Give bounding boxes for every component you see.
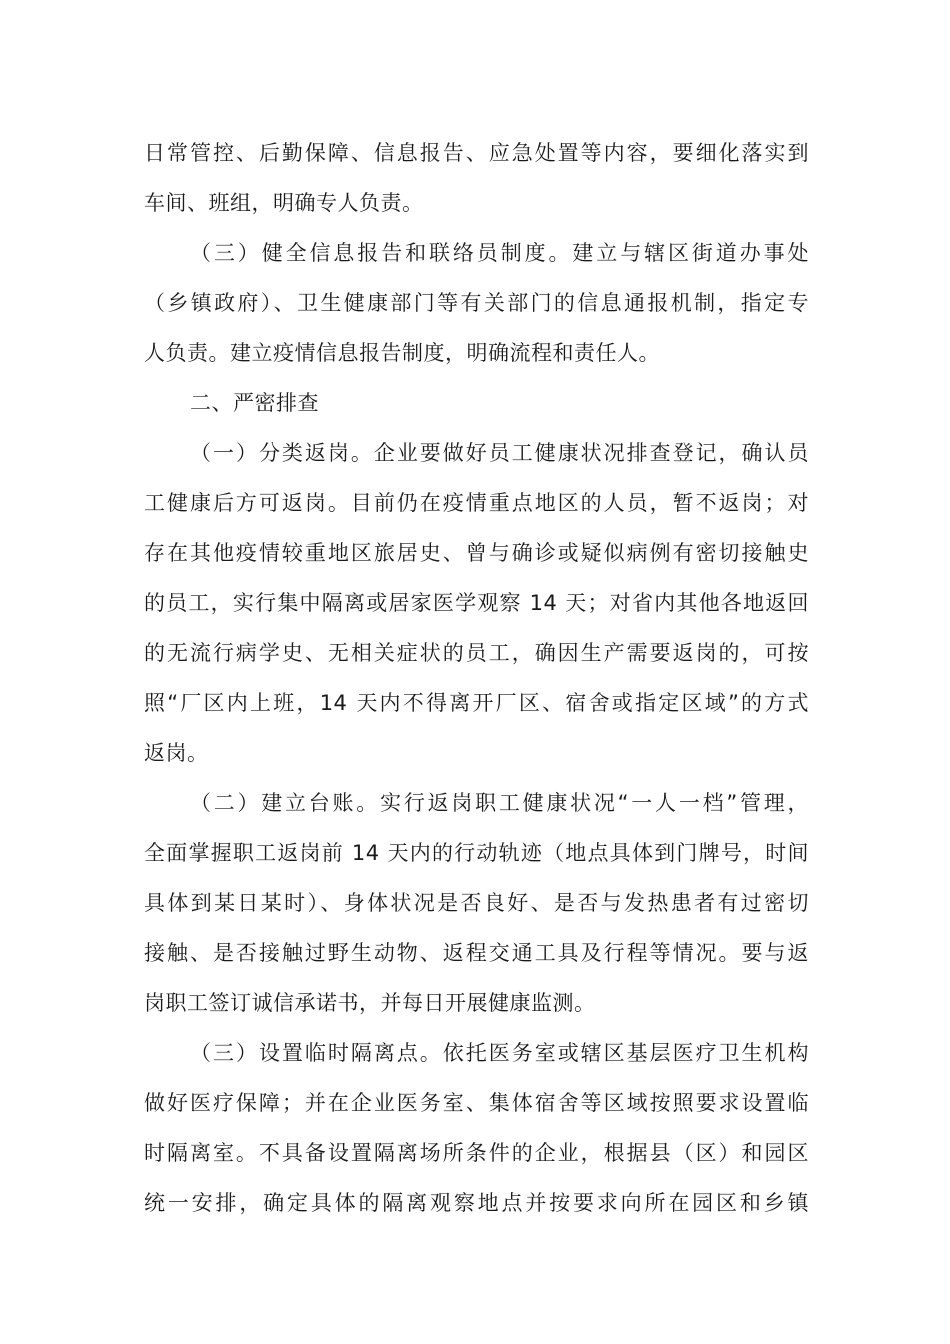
paragraph-info-reporting [144, 228, 809, 378]
text-line: （一）分类返岗。企业要做好员工健康状况排查登记，确认员 [190, 441, 809, 465]
paragraph-continuation [144, 128, 809, 228]
text-line: 存在其他疫情较重地区旅居史、曾与确诊或疑似病例有密切接触史 [144, 541, 809, 565]
paragraph-classified-return [144, 428, 809, 778]
text-line: （三）设置临时隔离点。依托医务室或辖区基层医疗卫生机构 [190, 1041, 809, 1065]
section-heading [144, 378, 809, 428]
section-heading-text: 二、严密排查 [190, 391, 319, 415]
text-line: 工健康后方可返岗。目前仍在疫情重点地区的人员，暂不返岗；对 [144, 491, 809, 515]
text-line: 时隔离室。不具备设置隔离场所条件的企业，根据县（区）和园区 [144, 1141, 809, 1165]
paragraph-isolation-point [144, 1028, 809, 1228]
text-line: （二）建立台账。实行返岗职工健康状况“一人一档”管理， [190, 791, 809, 815]
text-line: 日常管控、后勤保障、信息报告、应急处置等内容，要细化落实到 [144, 141, 809, 165]
text-line: 做好医疗保障；并在企业医务室、集体宿舍等区域按照要求设置临 [144, 1091, 809, 1115]
text-line: 人负责。建立疫情信息报告制度，明确流程和责任人。 [144, 341, 660, 365]
paragraph-ledger [144, 778, 809, 1028]
text-line: 车间、班组，明确专人负责。 [144, 191, 424, 215]
text-line: 全面掌握职工返岗前 14 天内的行动轨迹（地点具体到门牌号，时间 [144, 841, 809, 865]
text-line: （乡镇政府）、卫生健康部门等有关部门的信息通报机制，指定专 [144, 291, 809, 315]
document-body [144, 128, 809, 1228]
text-line: 的无流行病学史、无相关症状的员工，确因生产需要返岗的，可按 [144, 641, 809, 665]
text-line: 统一安排，确定具体的隔离观察地点并按要求向所在园区和乡镇 [144, 1191, 809, 1215]
text-line: 照“厂区内上班，14 天内不得离开厂区、宿舍或指定区域”的方式 [144, 691, 809, 715]
text-line: 接触、是否接触过野生动物、返程交通工具及行程等情况。要与返 [144, 941, 809, 965]
text-line: 的员工，实行集中隔离或居家医学观察 14 天；对省内其他各地返回 [144, 591, 809, 615]
text-line: 具体到某日某时）、身体状况是否良好、是否与发热患者有过密切 [144, 891, 809, 915]
text-line: 岗职工签订诚信承诺书，并每日开展健康监测。 [144, 991, 596, 1015]
text-line: （三）健全信息报告和联络员制度。建立与辖区街道办事处 [190, 241, 809, 265]
text-line: 返岗。 [144, 741, 209, 765]
